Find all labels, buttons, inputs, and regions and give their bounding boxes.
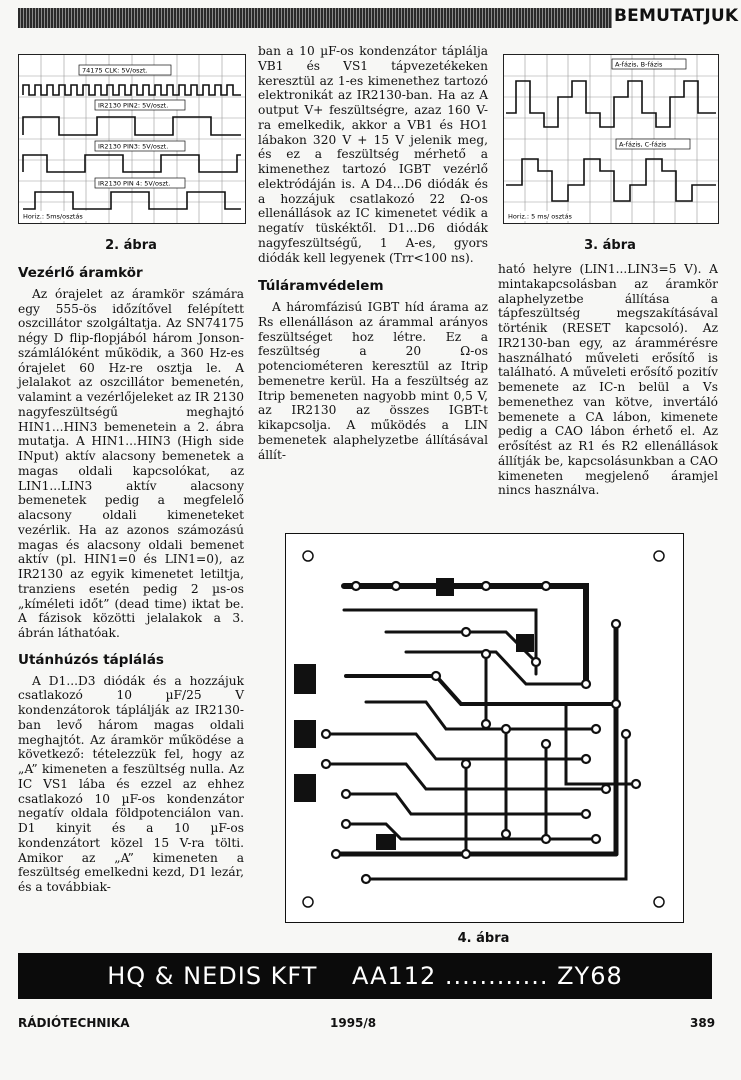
paragraph: A D1...D3 diódák és a hozzájuk csatlakozó 10 µF/25 V kondenzátorok táplálják az IR2130-ban levő három magas oldali meghajtót. Az áramkör működése a következő: tételezzük fel, hogy az „A” kimeneten a feszültség nulla. Az IC VS1 lába és ezzel az ehhez csatlakozó 10 µF-os kondenzátor negatív oldala földpotenciálon van. D1 kinyit és a 10 µF-os kondenzátort közel 15 V-ra tölti. Amikor az „A” kimeneten a feszültség emelkedni kezd, D1 lezár, és a továbbiak- — [18, 673, 244, 894]
text-column-3 — [498, 262, 718, 498]
figure-2-oscilloscope — [18, 54, 246, 224]
horiz-label: Horiz.: 5ms/osztás — [23, 212, 83, 221]
heading-control-circuit: Vezérlő áramkör — [18, 265, 143, 281]
trace-label-pin3: IR2130 PIN3: 5V/oszt. — [98, 142, 169, 151]
trace-label-pin4: IR2130 PIN 4: 5V/oszt. — [98, 179, 171, 188]
figure-4-caption: 4. ábra — [457, 931, 510, 946]
paragraph: Az órajelet az áramkör számára egy 555-ös időzítővel felépített oszcillátor szolgáltatja. Az SN74175 négy D flip-flopjából három Jonson-számlálóként működik, a 360 Hz-es órajelet 60 Hz-re osztja le. A jelalakot az oszcillátor bemenetén, valamint a vezérlőjeleket az IR 2130 nagyfeszültségű meghajtó HIN1...HIN3 bemenetein a 2. ábra mutatja. A HIN1...HIN3 (High side INput) aktív alacsony bemenetek a magas oldali kapcsolókat, az LIN1...LIN3 aktív alacsony bemenetek pedig a megfelelő alacsony oldali kimeneteket vezérlik. Ha az azonos számozású magas és alacsony oldali bemenet aktív (pl. HIN1=0 és LIN1=0), az IR2130 az egyik kimenetet letiltja, tranziens esetén pedig 2 µs-os „kíméleti időt” (dead time) iktat be. A fázisok közötti jelalakok a 3. ábrán láthatóak. — [18, 286, 244, 640]
section-title: BEMUTATJUK — [614, 6, 739, 26]
figure-2-caption: 2. ábra — [105, 238, 157, 253]
figure-3-caption: 3. ábra — [584, 238, 636, 253]
text-column-2 — [258, 44, 488, 462]
footer-issue: 1995/8 — [330, 1016, 377, 1030]
figure-3-oscilloscope — [503, 54, 719, 224]
paragraph: A háromfázisú IGBT híd árama az Rs ellenálláson az árammal arányos feszültséget hoz létre. Ez a feszültség a 20 Ω-os potenciométeren keresztül az Itrip bemenetre kerül. Ha a feszültség az Itrip bemeneten nagyobb mint 0,5 V, az IR2130 az összes IGBT-t kikapcsolja. A működés a LIN bemenetek alaphelyzetbe állításával állít- — [258, 300, 488, 462]
footer-journal: RÁDIÓTECHNIKA — [18, 1016, 130, 1030]
advertisement-text: HQ & NEDIS KFT AA112 ............ ZY68 — [107, 962, 623, 990]
trace-label-pin2: IR2130 PIN2: 5V/oszt. — [98, 101, 169, 110]
advertisement-banner — [18, 953, 712, 999]
trace-label-clk: 74175 CLK: 5V/oszt. — [82, 66, 148, 75]
legend-ab: A-fázis, B-fázis — [615, 60, 663, 69]
heading-bootstrap-supply: Utánhúzós táplálás — [18, 651, 164, 668]
heading-overcurrent: Túláramvédelem — [258, 278, 384, 295]
horiz-label: Horiz.: 5 ms/ osztás — [508, 212, 572, 221]
paragraph: ható helyre (LIN1...LIN3=5 V). A mintakapcsolásban az áramkör alaphelyzetbe állítása a tápfeszültség megszakításával történik (RESET kapcsoló). Az IR2130-ban egy, az árammérésre használható műveleti erősítő is található. A műveleti erősítő pozitív bemenete az IC-n belül a Vs bemenethez van kötve, invertáló bemenete a CA lábon, kimenete pedig a CAO lábon érhető el. Az erősítést az R1 és R2 ellenállások állítják be, kapcsolásunkban a CAO kimeneten megjelenő áramjel nincs használva. — [498, 262, 718, 498]
footer-page-number: 389 — [690, 1016, 716, 1030]
figure-4-pcb-layout — [285, 533, 684, 923]
text-column-1 — [18, 258, 244, 895]
legend-ac: A-fázis, C-fázis — [619, 140, 667, 149]
header-pattern-bar — [18, 8, 612, 28]
paragraph: ban a 10 µF-os kondenzátor táplálja VB1 és VS1 tápvezetékeken keresztül az 1-es kimenethez tartozó elektronikát az IR2130-ban. Ha az A output V+ feszültségre, azaz 160 V-ra emelkedik, akkor a VB1 és HO1 lábakon 320 V + 15 V jelenik meg, és ez a feszültség mérhető a kimenethez tartozó IGBT vezérlő elektródáján is. A D4...D6 diódák és a hozzájuk csatlakozó 22 Ω-os ellenállások az IC kimenetet védik a negatív tüskéktől. D1...D6 diódák nagyfeszültségű, 1 A-es, gyors diódák kell legyenek (Trr<100 ns). — [258, 44, 488, 265]
